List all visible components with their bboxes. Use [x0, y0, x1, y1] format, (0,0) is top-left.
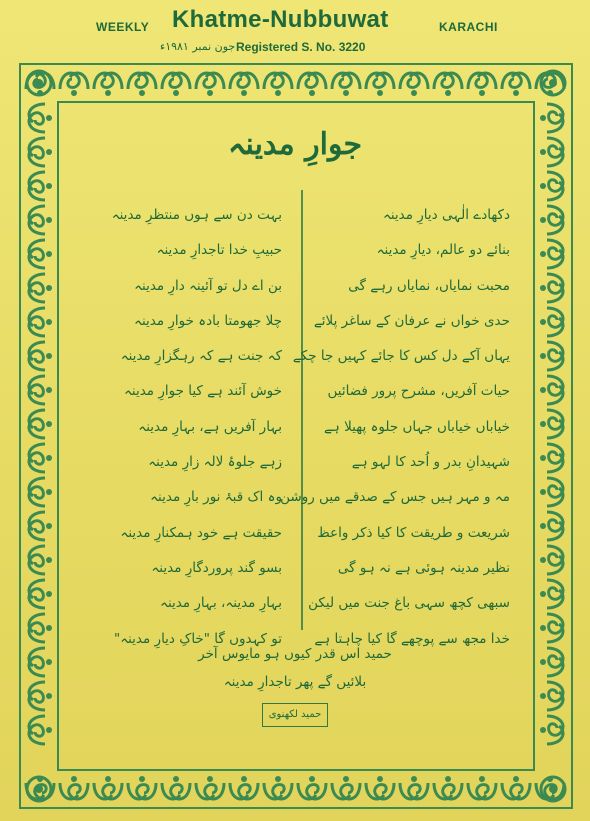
verse-line: بہارِ مدینہ، بہارِ مدینہ	[160, 595, 282, 612]
poem-left-column	[102, 198, 282, 657]
verse-line: خوش آئند ہے کیا جوارِ مدینہ	[123, 383, 282, 400]
masthead-title: Khatme-Nubbuwat	[172, 6, 389, 33]
verse-line: حدی خواں نے عرفان کے ساغر پلائے	[313, 312, 510, 329]
closing-line: حمید اس قدر کیوں ہو مایوس آخر	[198, 646, 392, 662]
verse-line: چلا جھومتا بادہ خوارِ مدینہ	[134, 312, 282, 329]
column-divider	[301, 190, 303, 630]
closing-line: بلائیں گے پھر تاجدارِ مدینہ	[223, 674, 367, 690]
verse-line: حبیبِ خدا تاجدارِ مدینہ	[156, 242, 282, 259]
masthead-weekly: WEEKLY	[96, 20, 150, 34]
verse-line: زہے جلوۂ لالہ زارِ مدینہ	[148, 454, 282, 471]
verse-line: تو کہدوں گا "خاکِ دیارِ مدینہ"	[113, 630, 282, 647]
verse-line: خیاباں خیاباں جہاں جلوہ پھیلا ہے	[323, 418, 510, 435]
verse-line: شہیدانِ بدر و اُحد کا لہو ہے	[351, 454, 510, 471]
verse-line: وہ اک قبۂ نور بارِ مدینہ	[150, 489, 282, 506]
verse-line: خدا مجھ سے پوچھے گا کیا چاہتا ہے	[314, 630, 510, 647]
verse-line: بسو گند پروردگارِ مدینہ	[151, 559, 282, 576]
verse-line: حقیقت ہے خود ہمکنارِ مدینہ	[120, 524, 282, 541]
verse-line: حیات آفریں، مشرح پرور فضائیں	[327, 383, 510, 400]
verse-line: بنائے دو عالم، دیارِ مدینہ	[376, 242, 510, 259]
verse-line: محبت نمایاں، نمایاں رہے گی	[348, 277, 510, 294]
verse-line: بہار آفریں ہے، بہارِ مدینہ	[138, 418, 282, 435]
verse-line: کہ جنت ہے کہ رہگزارِ مدینہ	[120, 348, 282, 365]
poem-title: جوارِ مدینہ	[227, 127, 363, 162]
masthead-date: جون نمبر ۱۹۸۱ء	[160, 40, 236, 53]
masthead-registration: Registered S. No. 3220	[236, 40, 366, 54]
verse-line: یہاں آکے دل کس کا جائے کہیں جا چکے	[292, 348, 510, 365]
verse-line: نظیر مدینہ ہوئی ہے نہ ہو گی	[337, 559, 510, 576]
masthead	[0, 6, 590, 60]
poem-right-column	[280, 198, 510, 657]
verse-line: بہت دن سے ہوں منتظرِ مدینہ	[111, 207, 282, 223]
verse-line: سبھی کچھ سہی باغ جنت میں لیکن	[308, 595, 510, 612]
poet-signature-box: حمید لکھنوی	[262, 703, 328, 727]
poem-closing-couplet	[170, 640, 420, 696]
verse-line: مہ و مہر ہیں جس کے صدقے میں روشن	[280, 489, 510, 506]
verse-line: دکھادے الٰہی دیارِ مدینہ	[382, 207, 510, 223]
masthead-city: KARACHI	[439, 20, 498, 34]
verse-line: بن اے دل تو آئینہ دارِ مدینہ	[134, 277, 282, 294]
verse-line: شریعت و طریقت کا کیا ذکر واعظ	[317, 524, 510, 541]
